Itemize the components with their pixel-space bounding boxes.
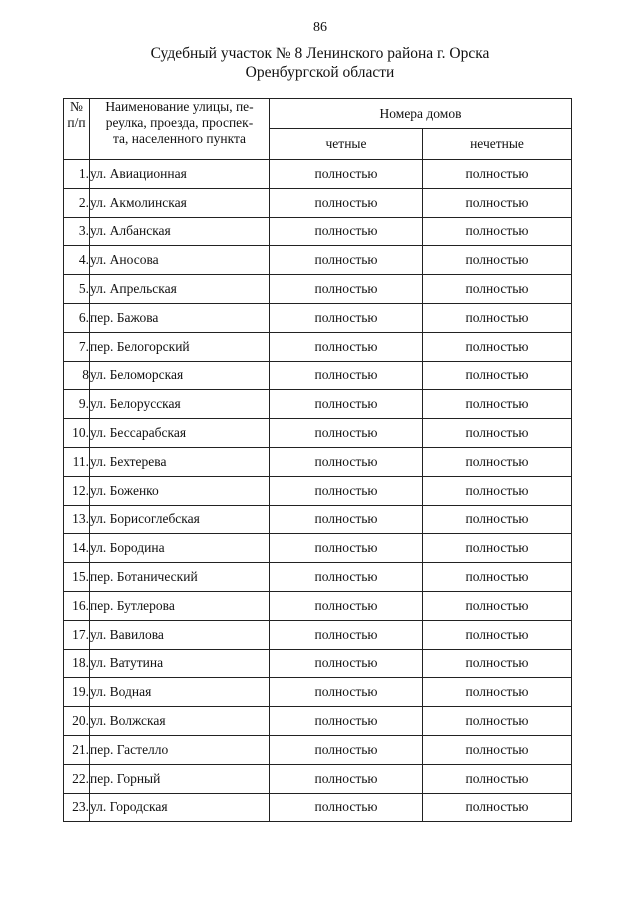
table-row <box>64 361 572 390</box>
odd-houses: полностью <box>423 707 572 736</box>
odd-houses: полностью <box>423 275 572 304</box>
row-number: 15. <box>64 563 90 592</box>
title-line-2: Оренбургской области <box>245 64 395 81</box>
table-row <box>64 620 572 649</box>
header-house-numbers: Номера домов <box>270 99 572 129</box>
even-houses: полностью <box>270 447 423 476</box>
table-row <box>64 275 572 304</box>
table-row <box>64 246 572 275</box>
header-name-line-3: та, населенного пункта <box>112 131 247 146</box>
even-houses: полностью <box>270 793 423 822</box>
even-houses: полностью <box>270 303 423 332</box>
street-name: пер. Бажова <box>90 303 270 332</box>
odd-houses: полностью <box>423 735 572 764</box>
odd-houses: полностью <box>423 217 572 246</box>
odd-houses: полностью <box>423 160 572 189</box>
table-body <box>64 160 572 822</box>
street-name: ул. Аносова <box>90 246 270 275</box>
odd-houses: полностью <box>423 361 572 390</box>
street-name: ул. Водная <box>90 678 270 707</box>
header-name-line-2: реулка, проезда, проспек- <box>105 115 254 130</box>
header-number-line-1: № <box>70 99 83 114</box>
header-name-line-1: Наименование улицы, пе- <box>105 99 254 114</box>
odd-houses: полностью <box>423 476 572 505</box>
row-number: 16. <box>64 591 90 620</box>
odd-houses: полностью <box>423 390 572 419</box>
row-number: 20. <box>64 707 90 736</box>
street-name: пер. Горный <box>90 764 270 793</box>
odd-houses: полностью <box>423 678 572 707</box>
row-number: 18. <box>64 649 90 678</box>
odd-houses: полностью <box>423 534 572 563</box>
table-row <box>64 160 572 189</box>
row-number: 21. <box>64 735 90 764</box>
row-number: 9. <box>64 390 90 419</box>
table-row <box>64 476 572 505</box>
table-row <box>64 764 572 793</box>
street-name: ул. Бородина <box>90 534 270 563</box>
street-name: ул. Акмолинская <box>90 188 270 217</box>
street-name: ул. Борисоглебская <box>90 505 270 534</box>
row-number: 8 <box>64 361 90 390</box>
even-houses: полностью <box>270 217 423 246</box>
street-name: ул. Апрельская <box>90 275 270 304</box>
even-houses: полностью <box>270 563 423 592</box>
row-number: 13. <box>64 505 90 534</box>
odd-houses: полностью <box>423 649 572 678</box>
header-street-name <box>90 99 270 160</box>
even-houses: полностью <box>270 188 423 217</box>
table-row <box>64 793 572 822</box>
street-name: ул. Бехтерева <box>90 447 270 476</box>
odd-houses: полностью <box>423 793 572 822</box>
row-number: 3. <box>64 217 90 246</box>
street-name: ул. Албанская <box>90 217 270 246</box>
table-row <box>64 678 572 707</box>
row-number: 22. <box>64 764 90 793</box>
row-number: 11. <box>64 447 90 476</box>
odd-houses: полностью <box>423 246 572 275</box>
even-houses: полностью <box>270 505 423 534</box>
row-number: 12. <box>64 476 90 505</box>
even-houses: полностью <box>270 591 423 620</box>
table-row <box>64 649 572 678</box>
row-number: 14. <box>64 534 90 563</box>
even-houses: полностью <box>270 678 423 707</box>
odd-houses: полностью <box>423 591 572 620</box>
odd-houses: полностью <box>423 332 572 361</box>
even-houses: полностью <box>270 419 423 448</box>
row-number: 5. <box>64 275 90 304</box>
even-houses: полностью <box>270 361 423 390</box>
streets-table <box>63 98 572 822</box>
street-name: ул. Беломорская <box>90 361 270 390</box>
odd-houses: полностью <box>423 505 572 534</box>
street-name: пер. Ботанический <box>90 563 270 592</box>
even-houses: полностью <box>270 246 423 275</box>
row-number: 1. <box>64 160 90 189</box>
header-odd: нечетные <box>423 129 572 160</box>
even-houses: полностью <box>270 160 423 189</box>
street-name: ул. Белорусская <box>90 390 270 419</box>
document-title <box>0 44 640 82</box>
title-line-1: Судебный участок № 8 Ленинского района г. Орска <box>150 45 490 62</box>
odd-houses: полностью <box>423 447 572 476</box>
odd-houses: полностью <box>423 764 572 793</box>
even-houses: полностью <box>270 735 423 764</box>
even-houses: полностью <box>270 390 423 419</box>
header-even: четные <box>270 129 423 160</box>
even-houses: полностью <box>270 649 423 678</box>
even-houses: полностью <box>270 620 423 649</box>
table-row <box>64 188 572 217</box>
odd-houses: полностью <box>423 620 572 649</box>
odd-houses: полностью <box>423 188 572 217</box>
table-row <box>64 447 572 476</box>
street-name: ул. Волжская <box>90 707 270 736</box>
even-houses: полностью <box>270 476 423 505</box>
row-number: 17. <box>64 620 90 649</box>
table-row <box>64 332 572 361</box>
odd-houses: полностью <box>423 303 572 332</box>
table-row <box>64 390 572 419</box>
street-name: ул. Бессарабская <box>90 419 270 448</box>
even-houses: полностью <box>270 332 423 361</box>
row-number: 6. <box>64 303 90 332</box>
even-houses: полностью <box>270 275 423 304</box>
street-name: ул. Вавилова <box>90 620 270 649</box>
row-number: 7. <box>64 332 90 361</box>
street-name: пер. Бутлерова <box>90 591 270 620</box>
table-row <box>64 591 572 620</box>
header-number <box>64 99 90 160</box>
table-row <box>64 217 572 246</box>
row-number: 23. <box>64 793 90 822</box>
row-number: 2. <box>64 188 90 217</box>
table-row <box>64 563 572 592</box>
row-number: 10. <box>64 419 90 448</box>
table-row <box>64 303 572 332</box>
row-number: 4. <box>64 246 90 275</box>
street-name: ул. Ватутина <box>90 649 270 678</box>
street-name: пер. Гастелло <box>90 735 270 764</box>
street-name: ул. Авиационная <box>90 160 270 189</box>
header-number-line-2: п/п <box>67 115 86 130</box>
table-header <box>64 99 572 160</box>
even-houses: полностью <box>270 534 423 563</box>
odd-houses: полностью <box>423 419 572 448</box>
table-row <box>64 505 572 534</box>
even-houses: полностью <box>270 707 423 736</box>
table-row <box>64 419 572 448</box>
odd-houses: полностью <box>423 563 572 592</box>
page-number: 86 <box>313 20 327 35</box>
street-name: ул. Боженко <box>90 476 270 505</box>
street-name: пер. Белогорский <box>90 332 270 361</box>
row-number: 19. <box>64 678 90 707</box>
table-row <box>64 735 572 764</box>
table-row <box>64 707 572 736</box>
street-name: ул. Городская <box>90 793 270 822</box>
table-row <box>64 534 572 563</box>
even-houses: полностью <box>270 764 423 793</box>
